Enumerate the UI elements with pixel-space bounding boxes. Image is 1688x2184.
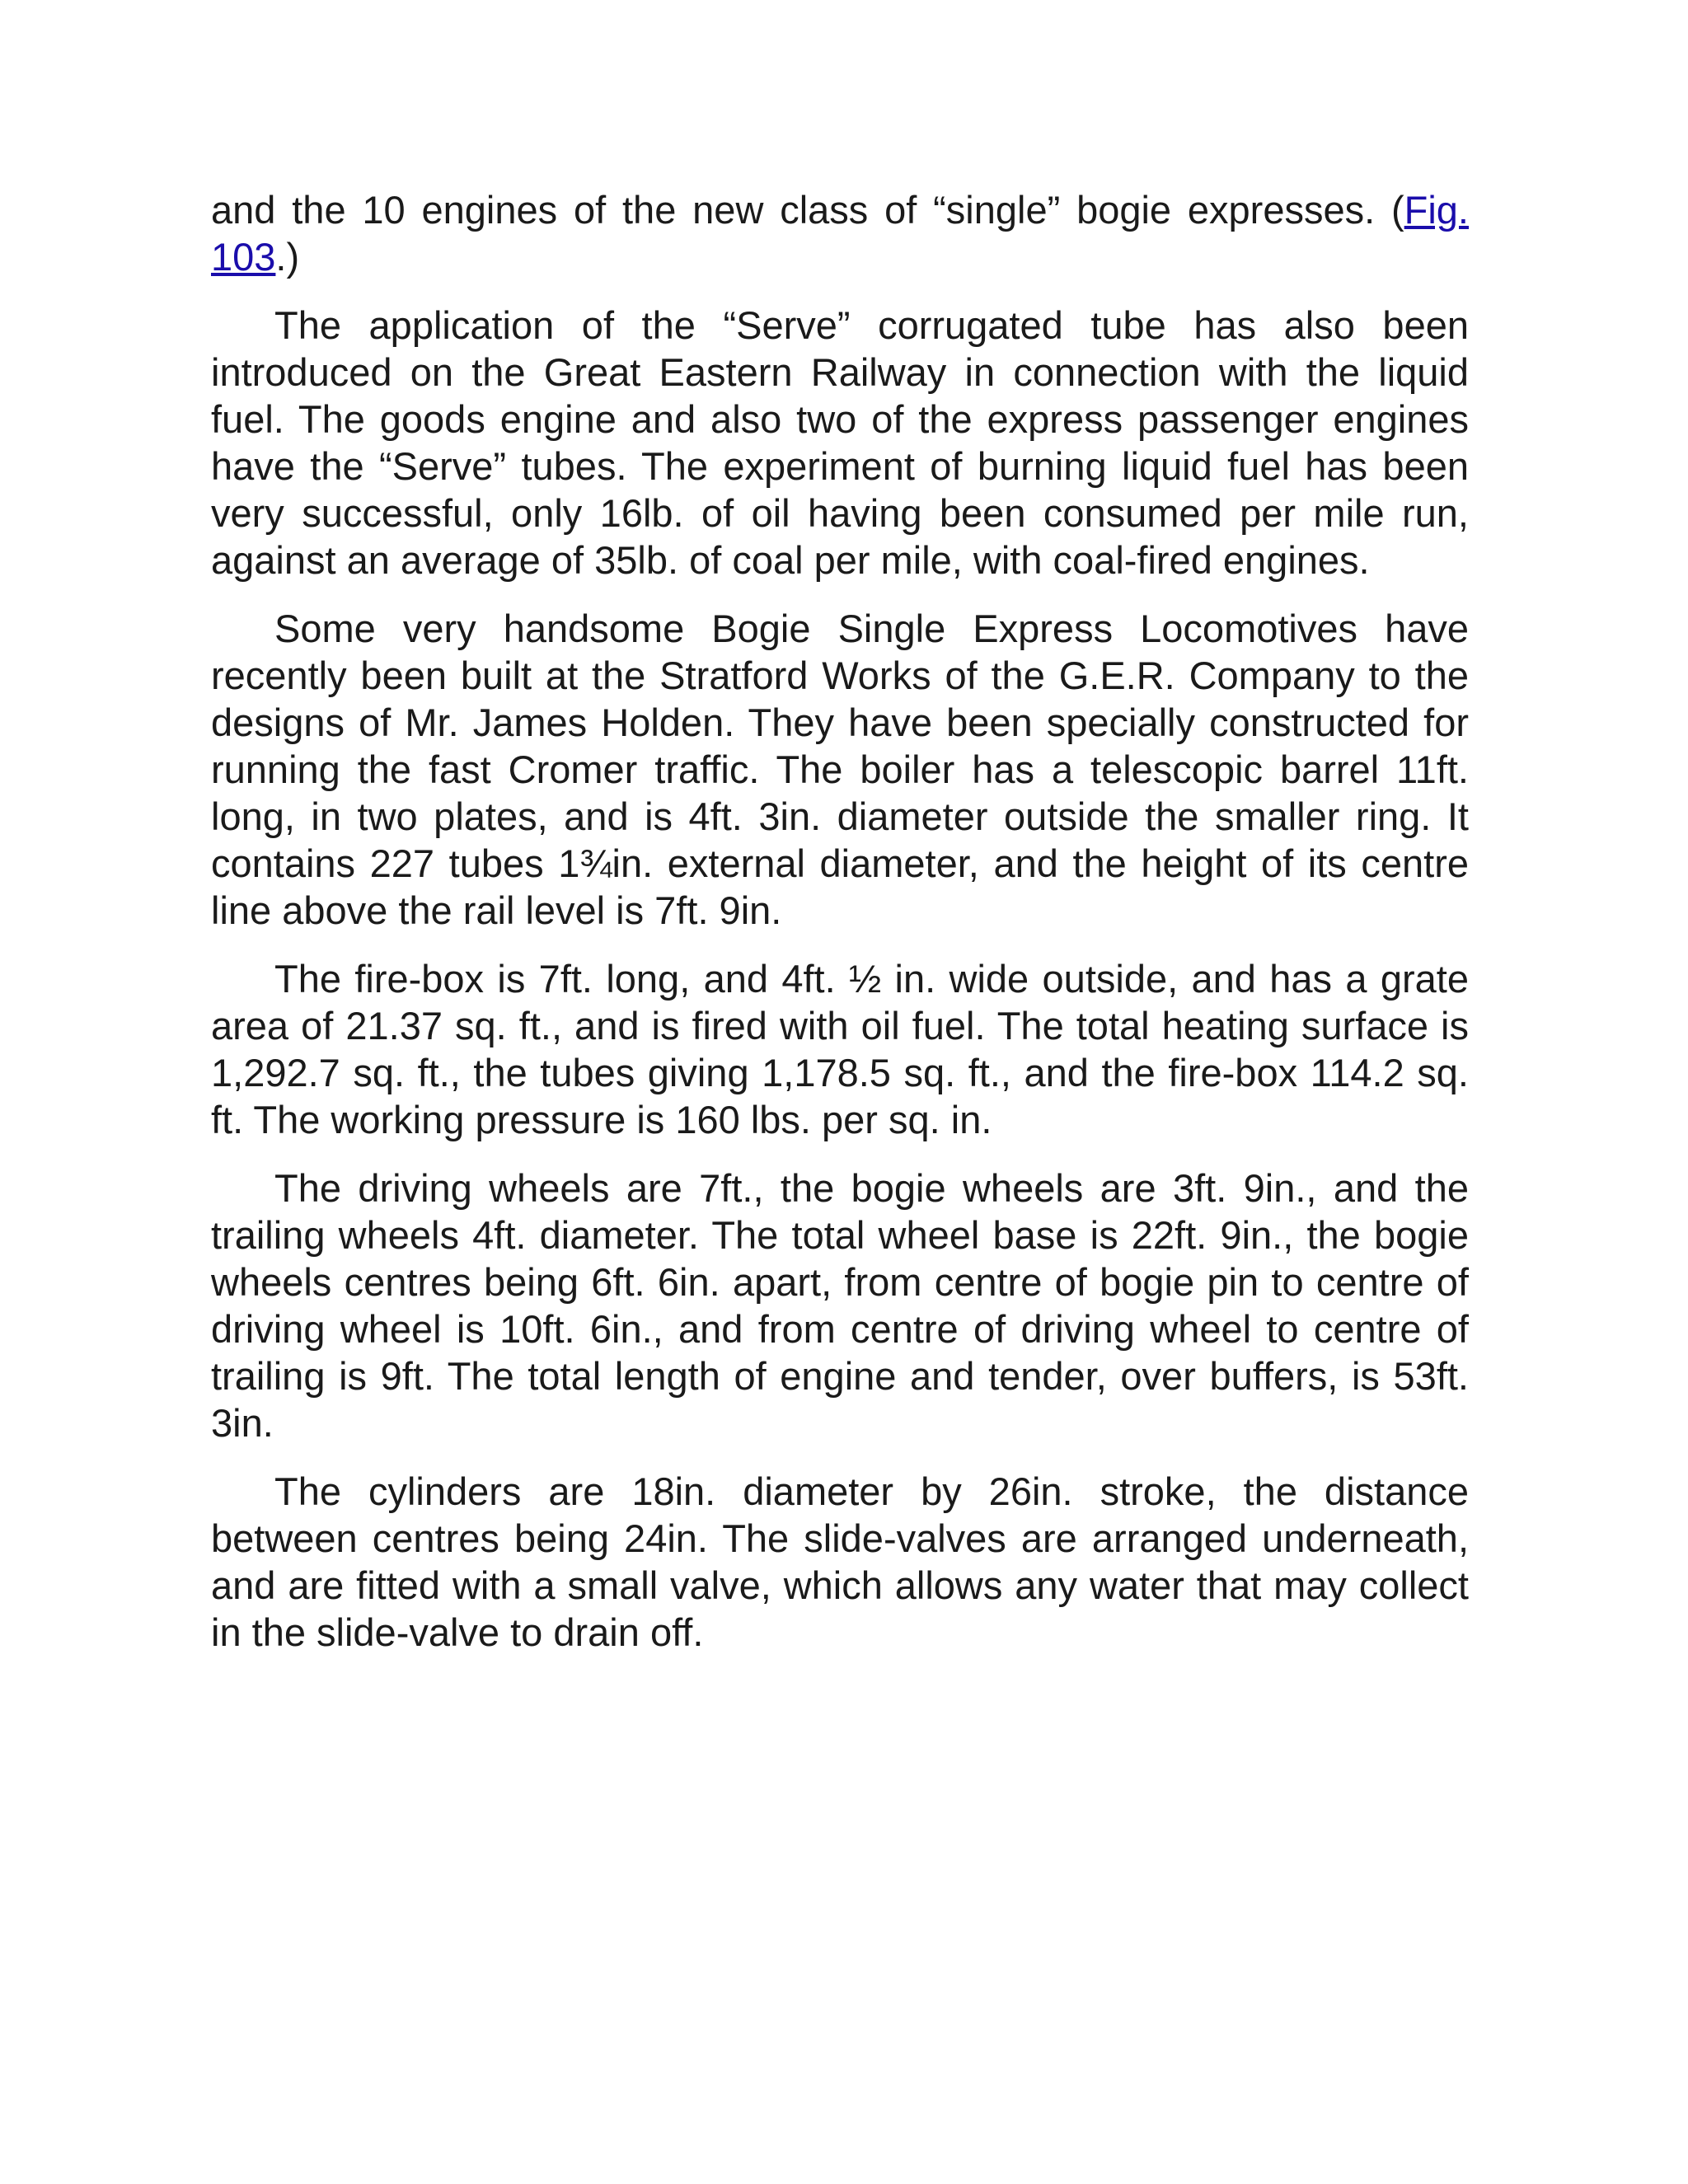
document-page (211, 186, 1469, 1677)
paragraph-wheels: The driving wheels are 7ft., the bogie wheels are 3ft. 9in., and the trailing wheels 4ft. diameter. The total wheel base is 22ft. 9in., the bogie wheels centres being 6ft. 6in. apart, from centre of bogie pin to centre of driving wheel is 10ft. 6in., and from centre of driving wheel to centre of trailing is 9ft. The total length of engine and tender, over buffers, is 53ft. 3in. (211, 1166, 1469, 1445)
paragraph-text: and the 10 engines of the new class of “single” bogie expresses. ( (211, 188, 1404, 232)
paragraph-bogie-express: Some very handsome Bogie Single Express Locomotives have recently been built at the Stratford Works of the G.E.R. Company to the designs of Mr. James Holden. They have been specially constructed for running the fast Cromer traffic. The boiler has a telescopic barrel 11ft. long, in two plates, and is 4ft. 3in. diameter outside the smaller ring. It contains 227 tubes 1¾in. external diameter, and the height of its centre line above the rail level is 7ft. 9in. (211, 607, 1469, 932)
paragraph-text: .) (275, 235, 300, 279)
paragraph-fire-box: The fire-box is 7ft. long, and 4ft. ½ in. wide outside, and has a grate area of 21.37 sq. ft., and is fired with oil fuel. The total heating surface is 1,292.7 sq. ft., the tubes giving 1,178.5 sq. ft., and the fire-box 114.2 sq. ft. The working pressure is 160 lbs. per sq. in. (211, 957, 1469, 1141)
paragraph-continuation (211, 186, 1469, 280)
figure-link[interactable]: Fig. 103 (211, 188, 1469, 279)
paragraph-serve-tube: The application of the “Serve” corrugated tube has also been introduced on the Great Eastern Railway in connection with the liquid fuel. The goods engine and also two of the express passenger engines have the “Serve” tubes. The experiment of burning liquid fuel has been very successful, only 16lb. of oil having been consumed per mile run, against an average of 35lb. of coal per mile, with coal-fired engines. (211, 303, 1469, 582)
paragraph-cylinders: The cylinders are 18in. diameter by 26in. stroke, the distance between centres being 24in. The slide-valves are arranged underneath, and are fitted with a small valve, which allows any water that may collect in the slide-valve to drain off. (211, 1469, 1469, 1654)
